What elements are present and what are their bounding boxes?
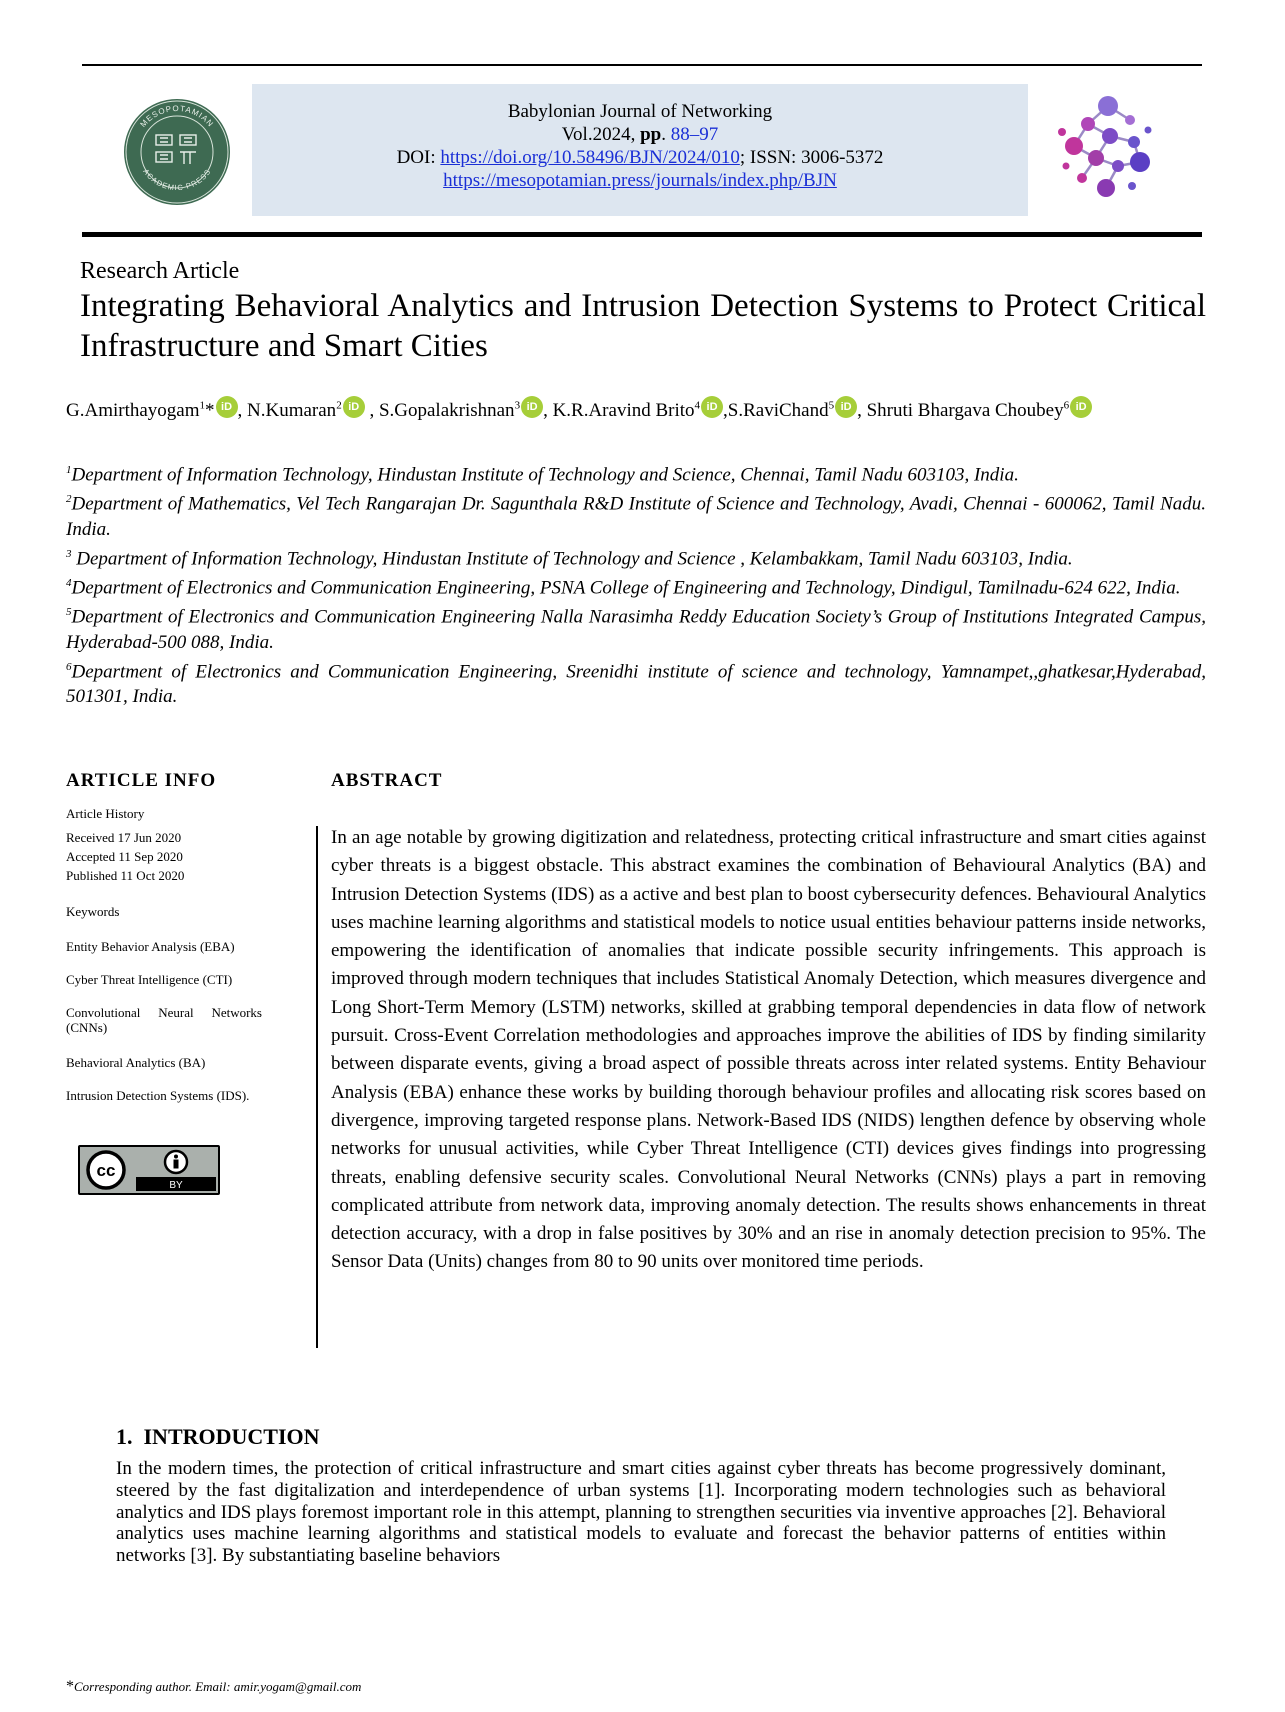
introduction-heading: 1. INTRODUCTION (116, 1424, 320, 1449)
keyword: Cyber Threat Intelligence (CTI) (66, 972, 233, 987)
cc-by-license-badge[interactable] (78, 1145, 220, 1195)
author: S.RaviChand$^5$ iD (728, 400, 857, 421)
author: S.Gopalakrishnan$^3$ iD (379, 400, 543, 421)
doi-line (252, 146, 1028, 169)
abstract-heading: ABSTRACT (331, 770, 443, 791)
affiliation: $^3$ Department of Information Technology, Hindustan Institute of Technology and Science , Kelambakkam, Tamil Nadu 603103, India. (66, 547, 1073, 569)
article-type: Research Article (80, 258, 240, 284)
pp-dot: . (661, 124, 671, 145)
author-list: G.Amirthayogam$^1$* iD , N.Kumaran$^2$ iD , S.Gopalakrishnan$^3$ iD , K.R.Aravind Brito$^4$ iD ,S.RaviChand$^5$ iD , Shruti Bhargava Choubey$^6$ iD (66, 396, 1216, 422)
seal-top-text: MESOPOTAMIAN (138, 103, 216, 129)
paper-title: Integrating Behavioral Analytics and Intrusion Detection Systems to Protect Critical Infrastructure and Smart Cities (80, 288, 1206, 364)
affiliation: $^1$Department of Information Technology, Hindustan Institute of Technology and Science, Chennai, Tamil Nadu 603103, India. (66, 464, 1019, 486)
abstract-text: In an age notable by growing digitization and relatedness, protecting critical infrastructure and smart cities against cyber threats is a biggest obstacle. This abstract examines the combination of Behavioural Analytics (BA) and Intrusion Detection Systems (IDS) as a active and best plan to boost cybersecurity defences. Behavioural Analytics uses machine learning algorithms and statistical models to notice usual entities behaviour patterns inside networks, empowering the identification of anomalies that indicate possible security infringements. This approach is improved through modern techniques that includes Statistical Anomaly Detection, which measures divergence and Long Short-Term Memory (LSTM) networks, skilled at grabbing temporal dependencies in data flow of network pursuit. Cross-Event Correlation methodologies and approaches improve the abilities of IDS by finding similarity between disparate events, giving a broad aspect of possible threats across inter related systems. Entity Behaviour Analysis (EBA) enhance these works by building thorough behaviour profiles and allocating risk scores based on divergence, improving targeted response plans. Network-Based IDS (NIDS) lengthen defence by observing whole networks for unusual activities, while Cyber Threat Intelligence (CTI) devices gives findings into progressing threats, enabling defensive security scales. Convolutional Neural Networks (CNNs) plays a part in removing complicated attribute from network data, improving anomaly detection. The results shows enhancements in threat detection accuracy, with a drop in false positives by 30% and an rise in anomaly detection precision to 95%. The Sensor Data (Units) changes from 80 to 90 units over monitored time periods. (331, 827, 1206, 1273)
journal-network-logo (1048, 94, 1158, 204)
corresponding-author-footnote (66, 1678, 361, 1696)
journal-header (252, 84, 1028, 216)
journal-name: Babylonian Journal of Networking (507, 101, 773, 122)
affiliation: $^5$Department of Electronics and Communication Engineering Nalla Narasimha Reddy Education Society’s Group of Institutions Integrated Campus, Hyderabad-500 088, India. (66, 606, 1206, 653)
article-history-label: Article History (66, 806, 145, 821)
introduction-text: In the modern times, the protection of critical infrastructure and smart cities against cyber threats has become progressively dominant, steered by the fast digitalization and interdependence of urban systems [1]. Incorporating modern technologies such as behavioral analytics and IDS plays foremost important role in this attempt, planning to strengthen securities via inventive approaches [2]. Behavioral analytics uses machine learning algorithms and statistical models to evaluate and forecast the behavior patterns of entities within networks [3]. By substantiating baseline behaviors (116, 1458, 1166, 1567)
doi-label: DOI: (396, 147, 441, 168)
received-date: Received 17 Jun 2020 (66, 830, 182, 845)
article-info-heading: ARTICLE INFO (66, 770, 217, 791)
keyword: Intrusion Detection Systems (IDS). (66, 1088, 250, 1103)
pp-label: pp (640, 124, 662, 145)
journal-link[interactable]: https://mesopotamian.press/journals/index.php/BJN (443, 170, 837, 191)
page-range: 88–97 (670, 124, 719, 145)
author: G.Amirthayogam$^1$* iD (66, 400, 238, 421)
issn: ; ISSN: 3006-5372 (739, 147, 884, 168)
orcid-icon[interactable]: iD (701, 396, 723, 418)
affiliation: $^4$Department of Electronics and Communication Engineering, PSNA College of Engineering and Technology, Dindigul, Tamilnadu-624 622, India. (66, 576, 1181, 599)
orcid-icon[interactable]: iD (216, 396, 238, 418)
affiliation: $^6$Department of Electronics and Communication Engineering, Sreenidhi institute of science and technology, Yamnampet,,ghatkesar,Hyderabad, 501301, India. (66, 660, 1206, 707)
cc-text: cc (96, 1161, 116, 1180)
published-date: Published 11 Oct 2020 (66, 868, 185, 883)
seal-bottom-text: ACADEMIC PRESS (141, 167, 213, 193)
keywords-label: Keywords (66, 904, 120, 919)
abstract-divider (316, 826, 318, 1348)
volume: Vol.2024, (561, 124, 641, 145)
header-bottom-rule (82, 232, 1202, 237)
author: N.Kumaran$^2$ iD (247, 400, 365, 421)
author: Shruti Bhargava Choubey$^6$ iD (867, 400, 1093, 421)
volume-pages (252, 123, 1028, 146)
header-top-rule (82, 64, 1202, 66)
author: K.R.Aravind Brito$^4$ iD (553, 400, 723, 421)
orcid-icon[interactable]: iD (521, 396, 543, 418)
orcid-icon[interactable]: iD (835, 396, 857, 418)
affiliation-list (66, 458, 1206, 709)
affiliation: $^2$Department of Mathematics, Vel Tech Rangarajan Dr. Sagunthala R&D Institute of Science and Technology, Avadi, Chennai - 600062, Tamil Nadu. India. (66, 493, 1206, 540)
orcid-icon[interactable]: iD (1070, 396, 1092, 418)
keyword: Convolutional Neural Networks (CNNs) (66, 1005, 262, 1035)
orcid-icon[interactable]: iD (343, 396, 365, 418)
cc-by-icon (80, 1147, 218, 1193)
footnote-text: Corresponding author. Email: amir.yogam@gmail.com (74, 1679, 362, 1694)
publisher-seal-logo (122, 97, 232, 207)
footnote-star: * (66, 1678, 74, 1695)
keyword: Entity Behavior Analysis (EBA) (66, 939, 235, 954)
doi-link[interactable]: https://doi.org/10.58496/BJN/2024/010 (440, 147, 740, 168)
accepted-date: Accepted 11 Sep 2020 (66, 849, 183, 864)
by-text: BY (169, 1180, 183, 1191)
keyword: Behavioral Analytics (BA) (66, 1055, 206, 1070)
